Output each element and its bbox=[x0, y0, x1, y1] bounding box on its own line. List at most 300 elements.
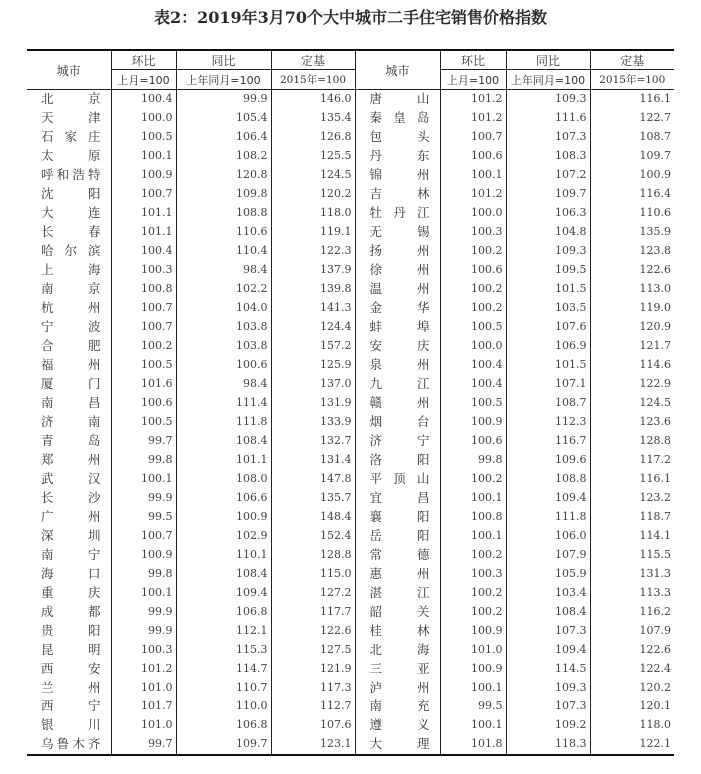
city-name-right: 平顶山 bbox=[355, 469, 440, 488]
city-name-left: 乌鲁木齐 bbox=[41, 736, 101, 752]
fixed-index-left: 119.1 bbox=[271, 223, 355, 242]
mom-index-left: 100.3 bbox=[111, 261, 176, 280]
city-name-left: 昆明 bbox=[41, 641, 101, 657]
fixed-index-left: 133.9 bbox=[271, 412, 355, 431]
mom-index-right: 99.8 bbox=[440, 450, 506, 469]
table-row bbox=[27, 697, 674, 716]
mom-index-left: 100.9 bbox=[111, 545, 176, 564]
fixed-index-right: 128.8 bbox=[590, 431, 674, 450]
city-name-left: 呼和浩特 bbox=[41, 167, 101, 183]
fixed-index-left: 120.2 bbox=[271, 185, 355, 204]
fixed-index-left: 137.0 bbox=[271, 375, 355, 394]
table-row bbox=[27, 583, 674, 602]
mom-index-left: 99.9 bbox=[111, 621, 176, 640]
mom-index-right: 100.1 bbox=[440, 488, 506, 507]
yoy-index-right: 101.5 bbox=[506, 356, 590, 375]
yoy-index-left: 106.6 bbox=[176, 488, 271, 507]
yoy-index-right: 109.2 bbox=[506, 716, 590, 735]
fixed-index-right: 117.2 bbox=[590, 450, 674, 469]
fixed-index-left: 147.8 bbox=[271, 469, 355, 488]
mom-index-right: 100.2 bbox=[440, 299, 506, 318]
city-name-right: 温州 bbox=[355, 280, 440, 299]
city-name-right: 襄阳 bbox=[355, 507, 440, 526]
table-row bbox=[27, 659, 674, 678]
mom-index-left: 100.2 bbox=[111, 337, 176, 356]
table-row bbox=[27, 488, 674, 507]
fixed-index-right: 123.2 bbox=[590, 488, 674, 507]
yoy-index-right: 103.4 bbox=[506, 583, 590, 602]
mom-index-right: 101.2 bbox=[440, 109, 506, 128]
table-row bbox=[27, 185, 674, 204]
city-name-left: 成都 bbox=[41, 603, 101, 619]
yoy-index-left: 108.4 bbox=[176, 431, 271, 450]
fixed-index-right: 110.6 bbox=[590, 204, 674, 223]
city-name-left: 青岛 bbox=[41, 432, 101, 448]
mom-index-right: 100.6 bbox=[440, 147, 506, 166]
mom-index-left: 99.9 bbox=[111, 602, 176, 621]
city-name-right: 蚌埠 bbox=[355, 318, 440, 337]
fixed-index-left: 132.7 bbox=[271, 431, 355, 450]
city-name-left: 杭州 bbox=[41, 300, 101, 316]
mom-index-left: 100.1 bbox=[111, 469, 176, 488]
yoy-index-left: 111.8 bbox=[176, 412, 271, 431]
mom-index-left: 99.8 bbox=[111, 564, 176, 583]
yoy-index-left: 110.1 bbox=[176, 545, 271, 564]
city-name-left: 石家庄 bbox=[41, 129, 101, 145]
mom-index-left: 100.5 bbox=[111, 356, 176, 375]
fixed-index-left: 121.9 bbox=[271, 659, 355, 678]
table-row bbox=[27, 716, 674, 735]
mom-index-left: 99.9 bbox=[111, 488, 176, 507]
table-row bbox=[27, 280, 674, 299]
yoy-index-right: 106.3 bbox=[506, 204, 590, 223]
fixed-index-left: 112.7 bbox=[271, 697, 355, 716]
header-fixed-base-left: 2015年=100 bbox=[271, 70, 355, 90]
yoy-index-right: 108.8 bbox=[506, 469, 590, 488]
yoy-index-right: 109.5 bbox=[506, 261, 590, 280]
table-row bbox=[27, 375, 674, 394]
mom-index-right: 100.9 bbox=[440, 659, 506, 678]
yoy-index-right: 105.9 bbox=[506, 564, 590, 583]
city-name-left: 贵阳 bbox=[41, 622, 101, 638]
city-name-right: 徐州 bbox=[355, 261, 440, 280]
fixed-index-right: 100.9 bbox=[590, 166, 674, 185]
yoy-index-right: 107.9 bbox=[506, 545, 590, 564]
fixed-index-right: 122.7 bbox=[590, 109, 674, 128]
mom-index-left: 99.7 bbox=[111, 735, 176, 755]
city-name-left: 南昌 bbox=[41, 394, 101, 410]
city-name-left: 大连 bbox=[41, 205, 101, 221]
yoy-index-right: 112.3 bbox=[506, 412, 590, 431]
header-fixed-right: 定基 bbox=[590, 50, 674, 70]
header-mom-right: 环比 bbox=[440, 50, 506, 70]
city-name-right: 赣州 bbox=[355, 394, 440, 413]
mom-index-right: 100.1 bbox=[440, 166, 506, 185]
city-name-left: 西宁 bbox=[41, 698, 101, 714]
mom-index-left: 100.7 bbox=[111, 318, 176, 337]
table-row bbox=[27, 450, 674, 469]
mom-index-right: 100.9 bbox=[440, 412, 506, 431]
mom-index-left: 100.7 bbox=[111, 185, 176, 204]
yoy-index-left: 106.8 bbox=[176, 602, 271, 621]
table-row bbox=[27, 545, 674, 564]
header-fixed-left: 定基 bbox=[271, 50, 355, 70]
city-name-right: 北海 bbox=[355, 640, 440, 659]
yoy-index-left: 108.0 bbox=[176, 469, 271, 488]
fixed-index-left: 139.8 bbox=[271, 280, 355, 299]
fixed-index-left: 127.5 bbox=[271, 640, 355, 659]
mom-index-left: 100.3 bbox=[111, 640, 176, 659]
header-mom-base-left: 上月=100 bbox=[111, 70, 176, 90]
mom-index-left: 100.8 bbox=[111, 280, 176, 299]
city-name-right: 牡丹江 bbox=[355, 204, 440, 223]
city-name-right: 宜昌 bbox=[355, 488, 440, 507]
table-row bbox=[27, 261, 674, 280]
yoy-index-right: 107.3 bbox=[506, 697, 590, 716]
mom-index-left: 101.1 bbox=[111, 204, 176, 223]
city-name-right: 泸州 bbox=[355, 678, 440, 697]
fixed-index-left: 118.0 bbox=[271, 204, 355, 223]
fixed-index-left: 125.9 bbox=[271, 356, 355, 375]
city-name-left: 重庆 bbox=[41, 584, 101, 600]
fixed-index-right: 116.4 bbox=[590, 185, 674, 204]
table-row bbox=[27, 412, 674, 431]
fixed-index-left: 148.4 bbox=[271, 507, 355, 526]
yoy-index-left: 103.8 bbox=[176, 337, 271, 356]
city-name-left: 沈阳 bbox=[41, 186, 101, 202]
fixed-index-left: 131.4 bbox=[271, 450, 355, 469]
yoy-index-right: 101.5 bbox=[506, 280, 590, 299]
mom-index-left: 100.9 bbox=[111, 166, 176, 185]
city-name-right: 锦州 bbox=[355, 166, 440, 185]
fixed-index-left: 107.6 bbox=[271, 716, 355, 735]
yoy-index-left: 109.4 bbox=[176, 583, 271, 602]
fixed-index-right: 116.1 bbox=[590, 469, 674, 488]
fixed-index-right: 120.1 bbox=[590, 697, 674, 716]
mom-index-right: 100.5 bbox=[440, 394, 506, 413]
fixed-index-right: 118.0 bbox=[590, 716, 674, 735]
yoy-index-right: 106.9 bbox=[506, 337, 590, 356]
mom-index-left: 100.7 bbox=[111, 526, 176, 545]
table-row bbox=[27, 204, 674, 223]
table-row bbox=[27, 242, 674, 261]
fixed-index-right: 122.6 bbox=[590, 640, 674, 659]
yoy-index-left: 98.4 bbox=[176, 261, 271, 280]
fixed-index-left: 122.3 bbox=[271, 242, 355, 261]
table-row bbox=[27, 147, 674, 166]
header-mom-base-right: 上月=100 bbox=[440, 70, 506, 90]
yoy-index-left: 104.0 bbox=[176, 299, 271, 318]
table-row bbox=[27, 602, 674, 621]
city-name-left: 南宁 bbox=[41, 546, 101, 562]
city-name-left: 银川 bbox=[41, 717, 101, 733]
header-mom-left: 环比 bbox=[111, 50, 176, 70]
yoy-index-left: 105.4 bbox=[176, 109, 271, 128]
fixed-index-left: 123.1 bbox=[271, 735, 355, 755]
city-name-left: 武汉 bbox=[41, 470, 101, 486]
table-row bbox=[27, 678, 674, 697]
yoy-index-right: 109.3 bbox=[506, 90, 590, 109]
table-row bbox=[27, 735, 674, 755]
yoy-index-left: 110.7 bbox=[176, 678, 271, 697]
mom-index-left: 101.1 bbox=[111, 223, 176, 242]
yoy-index-right: 107.3 bbox=[506, 621, 590, 640]
fixed-index-right: 109.7 bbox=[590, 147, 674, 166]
mom-index-right: 100.9 bbox=[440, 621, 506, 640]
city-name-left: 哈尔滨 bbox=[41, 243, 101, 259]
mom-index-left: 100.1 bbox=[111, 583, 176, 602]
fixed-index-right: 131.3 bbox=[590, 564, 674, 583]
fixed-index-right: 122.1 bbox=[590, 735, 674, 755]
table-row bbox=[27, 526, 674, 545]
mom-index-right: 101.2 bbox=[440, 185, 506, 204]
mom-index-right: 100.1 bbox=[440, 678, 506, 697]
yoy-index-right: 109.6 bbox=[506, 450, 590, 469]
city-name-left: 海口 bbox=[41, 565, 101, 581]
fixed-index-right: 114.1 bbox=[590, 526, 674, 545]
yoy-index-left: 108.4 bbox=[176, 564, 271, 583]
mom-index-right: 100.6 bbox=[440, 261, 506, 280]
yoy-index-right: 114.5 bbox=[506, 659, 590, 678]
city-name-right: 丹东 bbox=[355, 147, 440, 166]
mom-index-right: 100.1 bbox=[440, 716, 506, 735]
mom-index-right: 101.2 bbox=[440, 90, 506, 109]
mom-index-right: 100.2 bbox=[440, 545, 506, 564]
city-name-right: 桂林 bbox=[355, 621, 440, 640]
yoy-index-right: 107.2 bbox=[506, 166, 590, 185]
city-name-left: 长春 bbox=[41, 224, 101, 240]
fixed-index-right: 123.8 bbox=[590, 242, 674, 261]
city-name-left: 兰州 bbox=[41, 679, 101, 695]
mom-index-right: 100.5 bbox=[440, 318, 506, 337]
city-name-left: 上海 bbox=[41, 262, 101, 278]
city-name-right: 无锡 bbox=[355, 223, 440, 242]
mom-index-left: 100.4 bbox=[111, 90, 176, 109]
yoy-index-right: 109.4 bbox=[506, 640, 590, 659]
yoy-index-right: 107.6 bbox=[506, 318, 590, 337]
mom-index-left: 101.0 bbox=[111, 678, 176, 697]
yoy-index-left: 108.8 bbox=[176, 204, 271, 223]
city-name-left: 西安 bbox=[41, 660, 101, 676]
fixed-index-right: 122.9 bbox=[590, 375, 674, 394]
mom-index-right: 101.8 bbox=[440, 735, 506, 755]
city-name-right: 金华 bbox=[355, 299, 440, 318]
table-row bbox=[27, 318, 674, 337]
table-row bbox=[27, 337, 674, 356]
yoy-index-right: 116.7 bbox=[506, 431, 590, 450]
header-yoy-base-left: 上年同月=100 bbox=[176, 70, 271, 90]
table-row bbox=[27, 356, 674, 375]
yoy-index-left: 106.8 bbox=[176, 716, 271, 735]
mom-index-left: 100.5 bbox=[111, 412, 176, 431]
table-row bbox=[27, 564, 674, 583]
yoy-index-left: 101.1 bbox=[176, 450, 271, 469]
city-name-right: 秦皇岛 bbox=[355, 109, 440, 128]
mom-index-right: 100.8 bbox=[440, 507, 506, 526]
header-yoy-left: 同比 bbox=[176, 50, 271, 70]
city-name-left: 南京 bbox=[41, 281, 101, 297]
fixed-index-left: 146.0 bbox=[271, 90, 355, 109]
city-name-right: 扬州 bbox=[355, 242, 440, 261]
city-name-left: 长沙 bbox=[41, 489, 101, 505]
fixed-index-right: 119.0 bbox=[590, 299, 674, 318]
fixed-index-right: 120.9 bbox=[590, 318, 674, 337]
mom-index-right: 100.4 bbox=[440, 375, 506, 394]
fixed-index-right: 121.7 bbox=[590, 337, 674, 356]
yoy-index-right: 118.3 bbox=[506, 735, 590, 755]
yoy-index-left: 109.8 bbox=[176, 185, 271, 204]
city-name-right: 唐山 bbox=[355, 90, 440, 109]
yoy-index-left: 108.2 bbox=[176, 147, 271, 166]
city-name-left: 合肥 bbox=[41, 338, 101, 354]
city-name-right: 惠州 bbox=[355, 564, 440, 583]
fixed-index-right: 122.6 bbox=[590, 261, 674, 280]
fixed-index-right: 118.7 bbox=[590, 507, 674, 526]
header-yoy-base-right: 上年同月=100 bbox=[506, 70, 590, 90]
yoy-index-left: 99.9 bbox=[176, 90, 271, 109]
city-name-left: 广州 bbox=[41, 508, 101, 524]
city-name-right: 遵义 bbox=[355, 716, 440, 735]
table-row bbox=[27, 109, 674, 128]
header-city-right: 城市 bbox=[355, 50, 440, 90]
mom-index-left: 101.7 bbox=[111, 697, 176, 716]
yoy-index-right: 109.3 bbox=[506, 678, 590, 697]
fixed-index-left: 124.4 bbox=[271, 318, 355, 337]
mom-index-right: 100.7 bbox=[440, 128, 506, 147]
fixed-index-left: 122.6 bbox=[271, 621, 355, 640]
mom-index-right: 101.0 bbox=[440, 640, 506, 659]
city-name-left: 天津 bbox=[41, 110, 101, 126]
yoy-index-right: 109.4 bbox=[506, 488, 590, 507]
city-name-right: 韶关 bbox=[355, 602, 440, 621]
mom-index-right: 100.6 bbox=[440, 431, 506, 450]
fixed-index-right: 123.6 bbox=[590, 412, 674, 431]
city-name-right: 九江 bbox=[355, 375, 440, 394]
city-name-right: 吉林 bbox=[355, 185, 440, 204]
fixed-index-left: 131.9 bbox=[271, 394, 355, 413]
header-yoy-right: 同比 bbox=[506, 50, 590, 70]
fixed-index-left: 126.8 bbox=[271, 128, 355, 147]
yoy-index-left: 110.0 bbox=[176, 697, 271, 716]
table-row bbox=[27, 223, 674, 242]
city-name-right: 包头 bbox=[355, 128, 440, 147]
fixed-index-right: 108.7 bbox=[590, 128, 674, 147]
yoy-index-right: 106.0 bbox=[506, 526, 590, 545]
yoy-index-right: 111.8 bbox=[506, 507, 590, 526]
mom-index-left: 101.2 bbox=[111, 659, 176, 678]
fixed-index-left: 128.8 bbox=[271, 545, 355, 564]
fixed-index-right: 135.9 bbox=[590, 223, 674, 242]
city-name-right: 济宁 bbox=[355, 431, 440, 450]
yoy-index-right: 108.3 bbox=[506, 147, 590, 166]
mom-index-right: 100.2 bbox=[440, 280, 506, 299]
fixed-index-right: 116.1 bbox=[590, 90, 674, 109]
mom-index-left: 99.8 bbox=[111, 450, 176, 469]
city-name-right: 安庆 bbox=[355, 337, 440, 356]
yoy-index-right: 104.8 bbox=[506, 223, 590, 242]
city-name-right: 洛阳 bbox=[355, 450, 440, 469]
city-name-right: 湛江 bbox=[355, 583, 440, 602]
fixed-index-right: 122.4 bbox=[590, 659, 674, 678]
fixed-index-left: 135.4 bbox=[271, 109, 355, 128]
fixed-index-left: 135.7 bbox=[271, 488, 355, 507]
yoy-index-right: 108.7 bbox=[506, 394, 590, 413]
mom-index-right: 99.5 bbox=[440, 697, 506, 716]
yoy-index-right: 107.1 bbox=[506, 375, 590, 394]
table-row bbox=[27, 299, 674, 318]
city-name-right: 常德 bbox=[355, 545, 440, 564]
mom-index-left: 100.5 bbox=[111, 128, 176, 147]
fixed-index-left: 125.5 bbox=[271, 147, 355, 166]
table-title: 表2：2019年3月70个大中城市二手住宅销售价格指数 bbox=[153, 8, 548, 27]
city-name-right: 烟台 bbox=[355, 412, 440, 431]
yoy-index-left: 109.7 bbox=[176, 735, 271, 755]
fixed-index-left: 124.5 bbox=[271, 166, 355, 185]
mom-index-right: 100.2 bbox=[440, 469, 506, 488]
mom-index-right: 100.2 bbox=[440, 602, 506, 621]
fixed-index-left: 152.4 bbox=[271, 526, 355, 545]
city-name-left: 宁波 bbox=[41, 319, 101, 335]
fixed-index-left: 137.9 bbox=[271, 261, 355, 280]
fixed-index-left: 157.2 bbox=[271, 337, 355, 356]
yoy-index-right: 108.4 bbox=[506, 602, 590, 621]
city-name-left: 深圳 bbox=[41, 527, 101, 543]
city-name-right: 南充 bbox=[355, 697, 440, 716]
city-name-left: 厦门 bbox=[41, 376, 101, 392]
table-row bbox=[27, 621, 674, 640]
table-row bbox=[27, 640, 674, 659]
yoy-index-left: 103.8 bbox=[176, 318, 271, 337]
city-name-right: 大理 bbox=[355, 735, 440, 755]
price-index-table bbox=[27, 49, 674, 756]
yoy-index-left: 100.9 bbox=[176, 507, 271, 526]
table-body bbox=[27, 90, 674, 755]
fixed-index-right: 107.9 bbox=[590, 621, 674, 640]
mom-index-right: 100.0 bbox=[440, 204, 506, 223]
fixed-index-left: 117.3 bbox=[271, 678, 355, 697]
yoy-index-left: 120.8 bbox=[176, 166, 271, 185]
mom-index-right: 100.2 bbox=[440, 242, 506, 261]
yoy-index-right: 107.3 bbox=[506, 128, 590, 147]
table-row bbox=[27, 394, 674, 413]
mom-index-left: 99.5 bbox=[111, 507, 176, 526]
mom-index-left: 100.1 bbox=[111, 147, 176, 166]
yoy-index-left: 114.7 bbox=[176, 659, 271, 678]
yoy-index-left: 110.4 bbox=[176, 242, 271, 261]
yoy-index-right: 103.5 bbox=[506, 299, 590, 318]
mom-index-left: 100.7 bbox=[111, 299, 176, 318]
fixed-index-right: 113.0 bbox=[590, 280, 674, 299]
fixed-index-right: 124.5 bbox=[590, 394, 674, 413]
yoy-index-left: 115.3 bbox=[176, 640, 271, 659]
table-row bbox=[27, 507, 674, 526]
table-row bbox=[27, 128, 674, 147]
city-name-left: 北京 bbox=[41, 91, 101, 107]
yoy-index-left: 111.4 bbox=[176, 394, 271, 413]
yoy-index-right: 111.6 bbox=[506, 109, 590, 128]
yoy-index-left: 110.6 bbox=[176, 223, 271, 242]
yoy-index-left: 102.2 bbox=[176, 280, 271, 299]
yoy-index-left: 100.6 bbox=[176, 356, 271, 375]
city-name-right: 泉州 bbox=[355, 356, 440, 375]
mom-index-right: 100.3 bbox=[440, 223, 506, 242]
city-name-right: 岳阳 bbox=[355, 526, 440, 545]
header-fixed-base-right: 2015年=100 bbox=[590, 70, 674, 90]
city-name-left: 福州 bbox=[41, 357, 101, 373]
mom-index-left: 101.0 bbox=[111, 716, 176, 735]
fixed-index-left: 115.0 bbox=[271, 564, 355, 583]
yoy-index-right: 109.3 bbox=[506, 242, 590, 261]
